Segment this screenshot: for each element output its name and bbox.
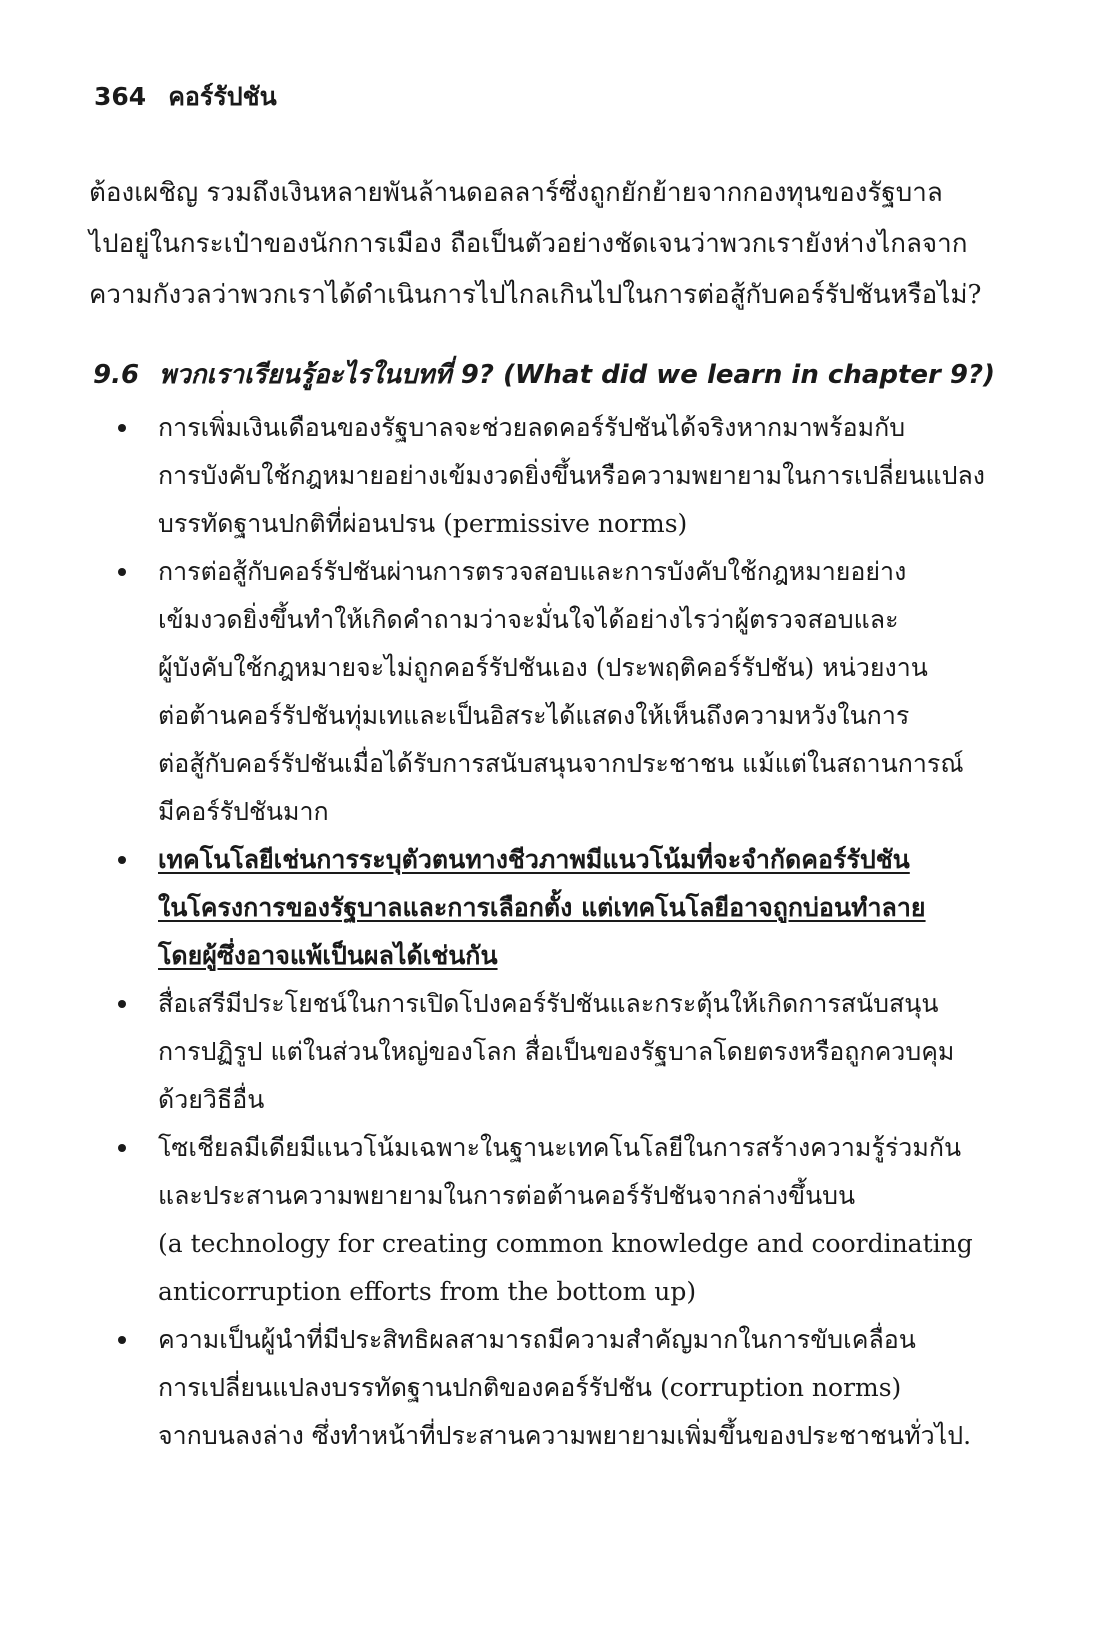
- running-head: [94, 82, 277, 112]
- item-line: เทคโนโลยีเช่นการระบุตัวตนทางชีวภาพมีแนวโน้มที่จะจำกัดคอร์รัปชัน: [158, 845, 910, 874]
- bullet-icon: [118, 856, 126, 864]
- item-line: การเปลี่ยนแปลงบรรทัดฐานปกติของคอร์รัปชัน (corruption norms): [158, 1373, 902, 1402]
- section-title: พวกเราเรียนรู้อะไรในบทที่ 9? (What did we learn in chapter 9?): [159, 360, 995, 390]
- summary-item: [0, 1124, 973, 1316]
- section-heading: [93, 355, 995, 395]
- item-line: ผู้บังคับใช้กฎหมายจะไม่ถูกคอร์รัปชันเอง (ประพฤติคอร์รัปชัน) หน่วยงาน: [158, 653, 928, 682]
- book-title: คอร์รัปชัน: [168, 82, 277, 111]
- page-number: 364: [94, 82, 147, 111]
- bullet-icon: [118, 1144, 126, 1152]
- item-line: ด้วยวิธีอื่น: [158, 1085, 265, 1114]
- item-line: ในโครงการของรัฐบาลและการเลือกตั้ง แต่เทคโนโลยีอาจถูกบ่อนทำลาย: [158, 893, 926, 922]
- item-line: การปฏิรูป แต่ในส่วนใหญ่ของโลก สื่อเป็นของรัฐบาลโดยตรงหรือถูกควบคุม: [158, 1037, 955, 1066]
- summary-item: [0, 404, 985, 548]
- item-line: การต่อสู้กับคอร์รัปชันผ่านการตรวจสอบและการบังคับใช้กฎหมายอย่าง: [158, 557, 907, 586]
- item-line: (a technology for creating common knowledge and coordinating: [158, 1229, 973, 1258]
- item-line: การเพิ่มเงินเดือนของรัฐบาลจะช่วยลดคอร์รัปชันได้จริงหากมาพร้อมกับ: [158, 413, 906, 442]
- item-line: โซเชียลมีเดียมีแนวโน้มเฉพาะในฐานะเทคโนโลยีในการสร้างความรู้ร่วมกัน: [158, 1133, 962, 1162]
- bullet-icon: [118, 1000, 126, 1008]
- item-line: จากบนลงล่าง ซึ่งทำหน้าที่ประสานความพยายามเพิ่มขึ้นของประชาชนทั่วไป.: [158, 1421, 972, 1450]
- paragraph-line: ความกังวลว่าพวกเราได้ดำเนินการไปไกลเกินไปในการต่อสู้กับคอร์รัปชันหรือไม่?: [89, 280, 982, 310]
- summary-item-emphasized: [0, 836, 958, 980]
- bullet-icon: [118, 568, 126, 576]
- summary-list: [0, 404, 1117, 1460]
- item-line: ต่อสู้กับคอร์รัปชันเมื่อได้รับการสนับสนุนจากประชาชน แม้แต่ในสถานการณ์: [158, 749, 964, 778]
- item-line: ความเป็นผู้นำที่มีประสิทธิผลสามารถมีความสำคัญมากในการขับเคลื่อน: [158, 1325, 916, 1354]
- item-line: ต่อต้านคอร์รัปชันทุ่มเทและเป็นอิสระได้แสดงให้เห็นถึงความหวังในการ: [158, 701, 910, 730]
- item-line: และประสานความพยายามในการต่อต้านคอร์รัปชันจากล่างขึ้นบน: [158, 1181, 856, 1210]
- intro-paragraph: [89, 168, 991, 321]
- summary-item: [0, 980, 958, 1124]
- paragraph-line: ไปอยู่ในกระเป๋าของนักการเมือง ถือเป็นตัวอย่างชัดเจนว่าพวกเรายังห่างไกลจาก: [89, 229, 968, 259]
- item-line: โดยผู้ซึ่งอาจแพ้เป็นผลได้เช่นกัน: [158, 941, 498, 970]
- item-line: การบังคับใช้กฎหมายอย่างเข้มงวดยิ่งขึ้นหรือความพยายามในการเปลี่ยนแปลง: [158, 461, 985, 490]
- summary-item: [0, 1316, 972, 1460]
- bullet-icon: [118, 424, 126, 432]
- item-line: บรรทัดฐานปกติที่ผ่อนปรน (permissive norms): [158, 509, 688, 538]
- section-number: 9.6: [93, 360, 140, 390]
- item-line: มีคอร์รัปชันมาก: [158, 797, 329, 826]
- summary-item: [0, 548, 964, 836]
- item-line: เข้มงวดยิ่งขึ้นทำให้เกิดคำถามว่าจะมั่นใจได้อย่างไรว่าผู้ตรวจสอบและ: [158, 605, 899, 634]
- item-line: anticorruption efforts from the bottom up): [158, 1277, 697, 1306]
- paragraph-line: ต้องเผชิญ รวมถึงเงินหลายพันล้านดอลลาร์ซึ่งถูกยักย้ายจากกองทุนของรัฐบาล: [89, 178, 943, 208]
- item-line: สื่อเสรีมีประโยชน์ในการเปิดโปงคอร์รัปชันและกระตุ้นให้เกิดการสนับสนุน: [158, 989, 939, 1018]
- bullet-icon: [118, 1336, 126, 1344]
